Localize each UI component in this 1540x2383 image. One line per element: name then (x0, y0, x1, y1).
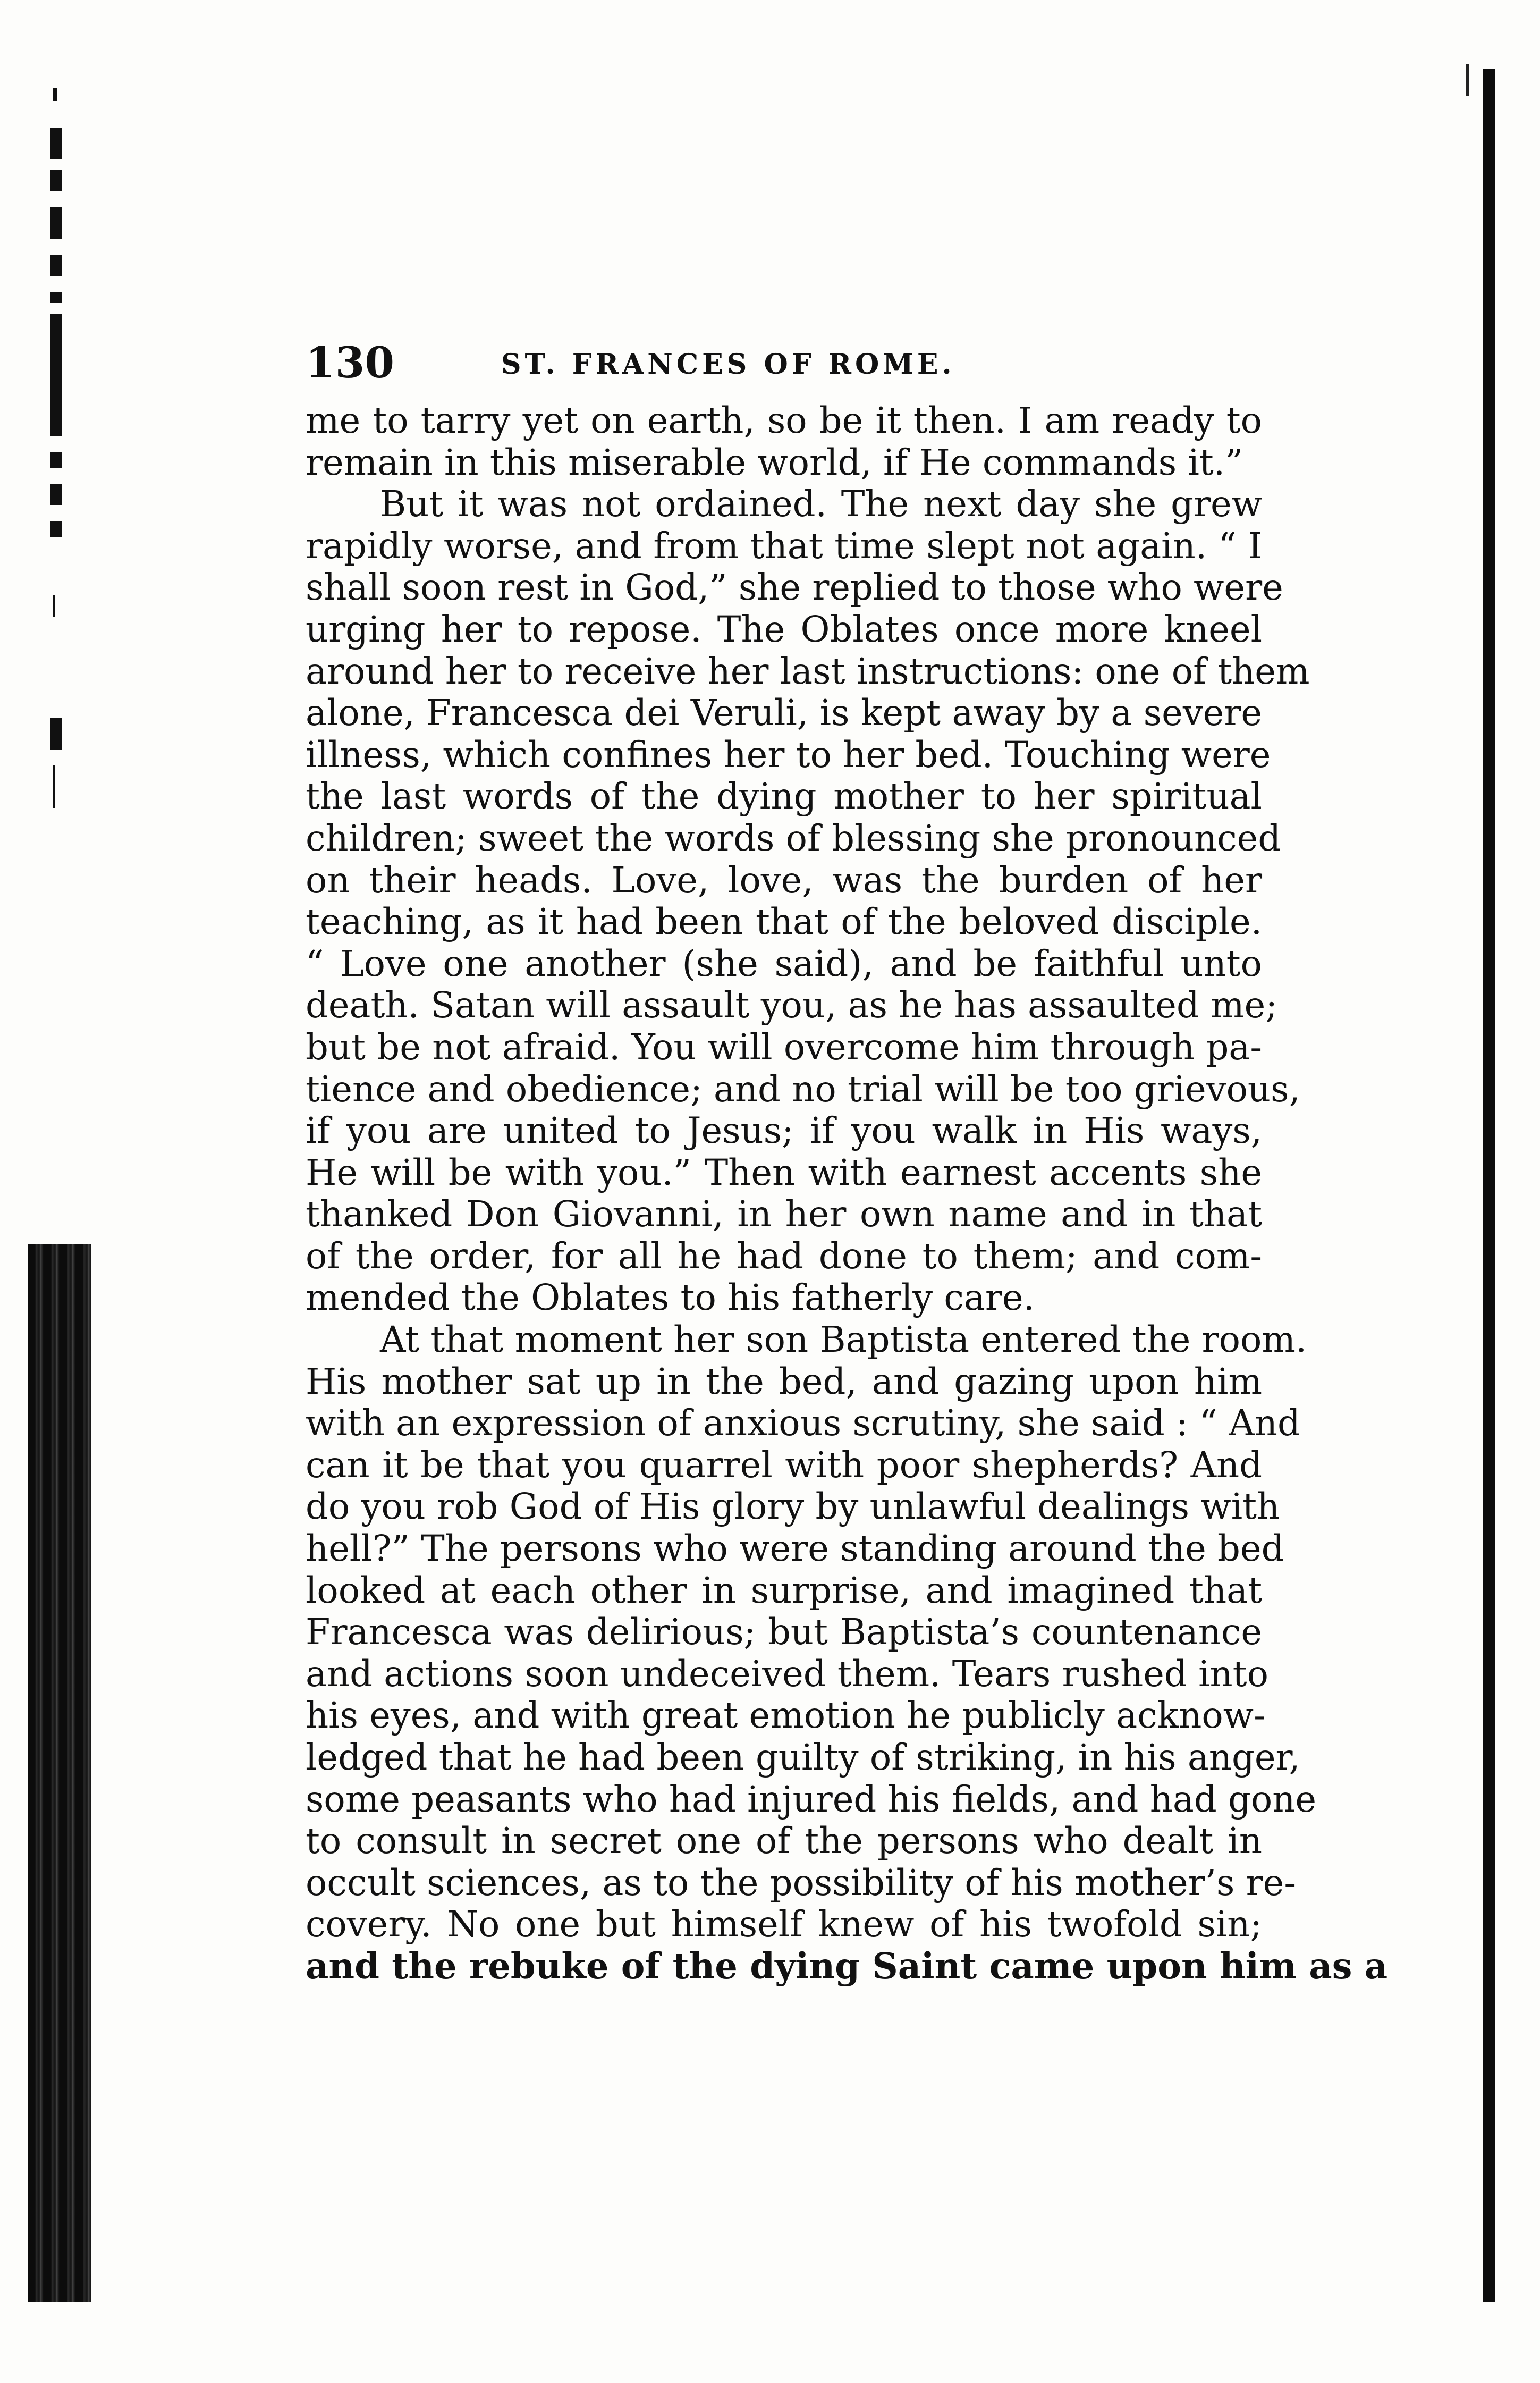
text-line: At that moment her son Baptista entered the room. (380, 1319, 1307, 1361)
text-line: looked at each other in surprise, and imagined that (306, 1569, 1262, 1611)
text-line: thanked Don Giovanni, in her own name and in that (306, 1193, 1262, 1235)
scan-edge-shadow (28, 1244, 91, 2302)
page-number: 130 (306, 338, 394, 388)
text-line: me to tarry yet on earth, so be it then. I am ready to (306, 400, 1262, 441)
text-line: and actions soon undeceived them. Tears rushed into (306, 1653, 1268, 1695)
text-line: illness, which confines her to her bed. Touching were (306, 734, 1271, 776)
text-line: alone, Francesca dei Veruli, is kept away by a severe (306, 692, 1262, 734)
binding-mark (1466, 64, 1469, 96)
text-line: His mother sat up in the bed, and gazing upon him (306, 1360, 1262, 1402)
text-line: to consult in secret one of the persons who dealt in (306, 1820, 1262, 1862)
text-line: mended the Oblates to his fatherly care. (306, 1277, 1035, 1319)
text-line: can it be that you quarrel with poor shepherds? And (306, 1444, 1262, 1486)
text-line: but be not afraid. You will overcome him through pa- (306, 1026, 1262, 1068)
text-line: do you rob God of His glory by unlawful dealings with (306, 1486, 1280, 1528)
text-line: tience and obedience; and no trial will be too grievous, (306, 1068, 1300, 1110)
text-line: remain in this miserable world, if He commands it.” (306, 441, 1243, 483)
text-line: But it was not ordained. The next day she grew (380, 483, 1262, 525)
text-line: covery. No one but himself knew of his twofold sin; (306, 1904, 1262, 1946)
page-header (306, 331, 1262, 394)
text-line: death. Satan will assault you, as he has assaulted me; (306, 984, 1277, 1026)
text-line: and the rebuke of the dying Saint came upon him as a (306, 1944, 1388, 1987)
text-line: ledged that he had been guilty of striking, in his anger, (306, 1737, 1300, 1778)
text-line: hell?” The persons who were standing around the bed (306, 1528, 1284, 1570)
text-line: his eyes, and with great emotion he publicly acknow- (306, 1695, 1266, 1737)
text-line: around her to receive her last instructions: one of them (306, 650, 1310, 692)
text-line: with an expression of anxious scrutiny, she said : “ And (306, 1402, 1300, 1444)
text-line: if you are united to Jesus; if you walk in His ways, (306, 1110, 1262, 1152)
text-line: the last words of the dying mother to her spiritual (306, 776, 1262, 818)
text-line: teaching, as it had been that of the beloved disciple. (306, 901, 1262, 943)
text-line: “ Love one another (she said), and be faithful unto (306, 942, 1262, 984)
text-line: occult sciences, as to the possibility of his mother’s re- (306, 1862, 1296, 1904)
running-title: ST. FRANCES OF ROME. (501, 348, 955, 381)
body-text (306, 400, 1388, 1988)
text-line: shall soon rest in God,” she replied to those who were (306, 567, 1283, 609)
text-line: of the order, for all he had done to them; and com- (306, 1235, 1262, 1277)
text-line: rapidly worse, and from that time slept not again. “ I (306, 525, 1262, 567)
text-line: on their heads. Love, love, was the burden of her (306, 859, 1262, 901)
text-line: some peasants who had injured his fields, and had gone (306, 1778, 1317, 1820)
text-line: urging her to repose. The Oblates once more kneel (306, 608, 1262, 650)
text-line: Francesca was delirious; but Baptista’s countenance (306, 1611, 1262, 1653)
text-line: He will be with you.” Then with earnest accents she (306, 1151, 1262, 1193)
binding-shadow (1483, 69, 1495, 2302)
text-line: children; sweet the words of blessing she pronounced (306, 817, 1281, 859)
